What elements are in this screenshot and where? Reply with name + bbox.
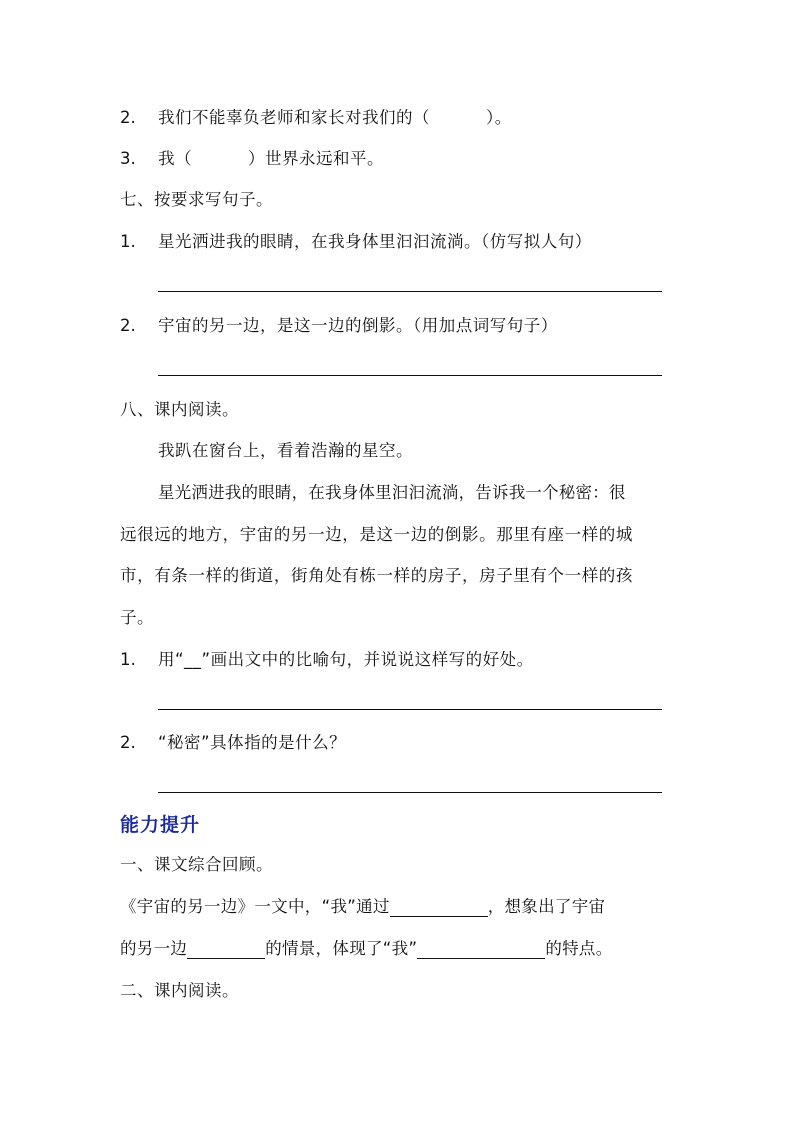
passage-line-4: 市，有条一样的街道，街角处有栋一样的房子，房子里有个一样的孩 [120,566,633,585]
passage-line-3: 远很远的地方，宇宙的另一边，是这一边的倒影。那里有座一样的城 [120,525,633,544]
fill2-blank-2[interactable] [417,940,545,959]
ability-section1-title: 一、课文综合回顾。 [120,855,273,874]
s8-item2-answer-line[interactable] [158,792,662,793]
fill-line-2 [120,939,613,959]
q2-text-after: ）。 [486,108,512,127]
passage-line-2: 星光洒进我的眼睛，在我身体里汩汩流淌，告诉我一个秘密：很 [158,483,626,502]
q2-text-before: 我们不能辜负老师和家长对我们的（ [158,108,430,127]
s8-item1-text: 用“__”画出文中的比喻句，并说说这样写的好处。 [158,650,534,669]
q3-line [158,149,384,169]
q3-text-before: 我（ [158,149,192,168]
ability-heading: 能力提升 [120,814,201,836]
fill2-text-a: 的另一边 [120,939,188,958]
fill-line-1 [120,897,605,917]
fill1-blank[interactable] [390,898,488,917]
s8-item2-number: 2. [120,733,136,752]
section7-title: 七、按要求写句子。 [120,190,273,209]
s8-item1-number: 1. [120,650,136,669]
s7-item1-answer-line[interactable] [158,291,662,292]
q2-number: 2. [120,108,136,127]
q2-line [158,108,512,128]
q3-text-after: ）世界永远和平。 [248,149,384,168]
s7-item1-number: 1. [120,232,136,251]
ability-section2-title: 二、课内阅读。 [120,981,239,1000]
s7-item2-number: 2. [120,316,136,335]
s8-item1-answer-line[interactable] [158,709,662,710]
s7-item1-text: 星光洒进我的眼睛，在我身体里汩汩流淌。（仿写拟人句） [158,232,592,251]
s7-item2-answer-line[interactable] [158,375,662,376]
s7-item2-text: 宇宙的另一边，是这一边的倒影。（用加点词写句子） [158,316,558,335]
fill2-blank-1[interactable] [187,940,265,959]
s8-item2-text: “秘密”具体指的是什么？ [158,733,347,752]
fill2-text-b: 的情景，体现了“我” [265,939,418,958]
fill1-text-b: ，想象出了宇宙 [487,897,606,916]
fill1-text-a: 《宇宙的另一边》一文中，“我”通过 [120,897,390,916]
section8-title: 八、课内阅读。 [120,400,239,419]
passage-line-1: 我趴在窗台上，看着浩瀚的星空。 [158,441,413,460]
fill2-text-c: 的特点。 [545,939,613,958]
q3-number: 3. [120,149,136,168]
passage-line-5: 子。 [120,608,154,627]
